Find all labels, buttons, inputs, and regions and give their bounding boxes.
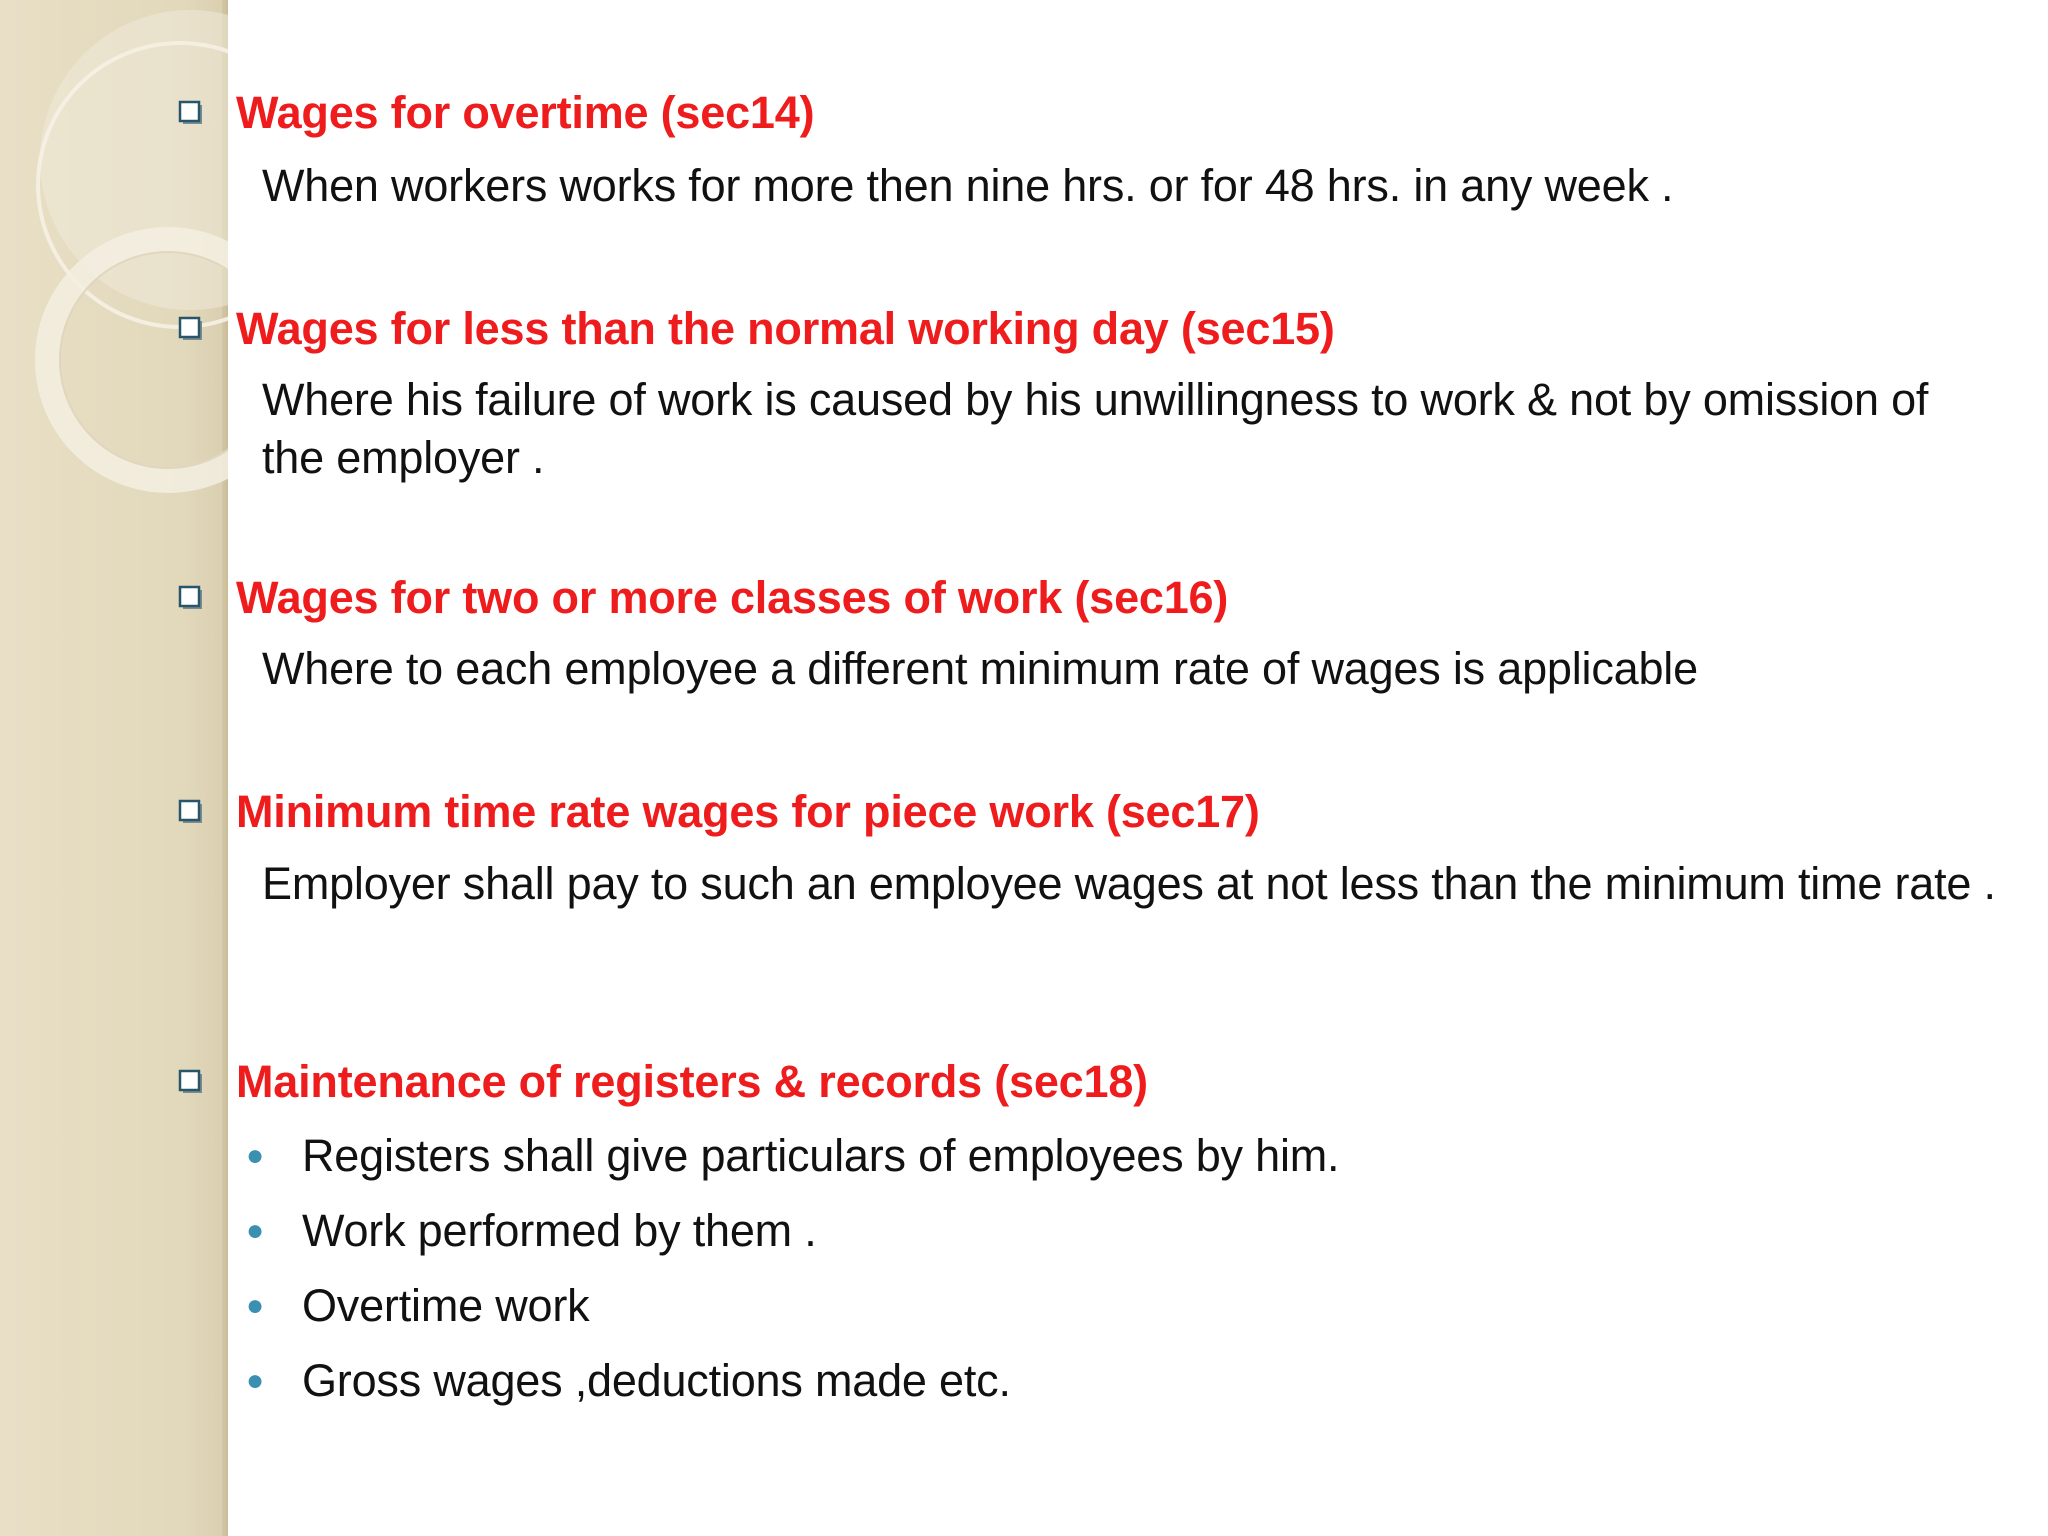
- section-heading-text: Wages for less than the normal working day (sec15): [236, 303, 1335, 354]
- section-heading: [178, 301, 1335, 357]
- checkbox-icon: [178, 100, 204, 126]
- section-heading-text: Wages for two or more classes of work (sec16): [236, 572, 1229, 623]
- section-heading: [178, 784, 1260, 840]
- bullet-dot-icon: ●: [246, 1214, 265, 1247]
- section-heading: [178, 570, 1228, 626]
- section-body: Employer shall pay to such an employee wages at not less than the minimum time rate .: [262, 858, 1996, 909]
- checkbox-icon: [178, 316, 204, 342]
- list-item-text: Overtime work: [302, 1280, 590, 1331]
- section-heading-text: Wages for overtime (sec14): [236, 87, 815, 138]
- bullet-dot-icon: ●: [246, 1364, 265, 1397]
- section-body: Where to each employee a different minimum rate of wages is applicable: [262, 643, 1698, 694]
- list-item: [246, 1352, 1011, 1410]
- list-item: [246, 1277, 589, 1335]
- section-heading: [178, 85, 814, 141]
- list-item-text: Gross wages ,deductions made etc.: [302, 1355, 1011, 1406]
- section-heading-text: Maintenance of registers & records (sec18): [236, 1056, 1148, 1107]
- list-item-text: Registers shall give particulars of employees by him.: [302, 1130, 1340, 1181]
- bullet-dot-icon: ●: [246, 1139, 265, 1172]
- list-item-text: Work performed by them .: [302, 1205, 817, 1256]
- checkbox-icon: [178, 1069, 204, 1095]
- checkbox-icon: [178, 799, 204, 825]
- list-item: [246, 1202, 817, 1260]
- bullet-dot-icon: ●: [246, 1289, 265, 1322]
- checkbox-icon: [178, 585, 204, 611]
- section-heading: [178, 1054, 1148, 1110]
- section-heading-text: Minimum time rate wages for piece work (sec17): [236, 786, 1260, 837]
- section-body: When workers works for more then nine hrs. or for 48 hrs. in any week .: [262, 160, 1674, 211]
- section-body: Where his failure of work is caused by his unwillingness to work & not by omission of the employer .: [262, 374, 1929, 483]
- list-item: [246, 1127, 1339, 1185]
